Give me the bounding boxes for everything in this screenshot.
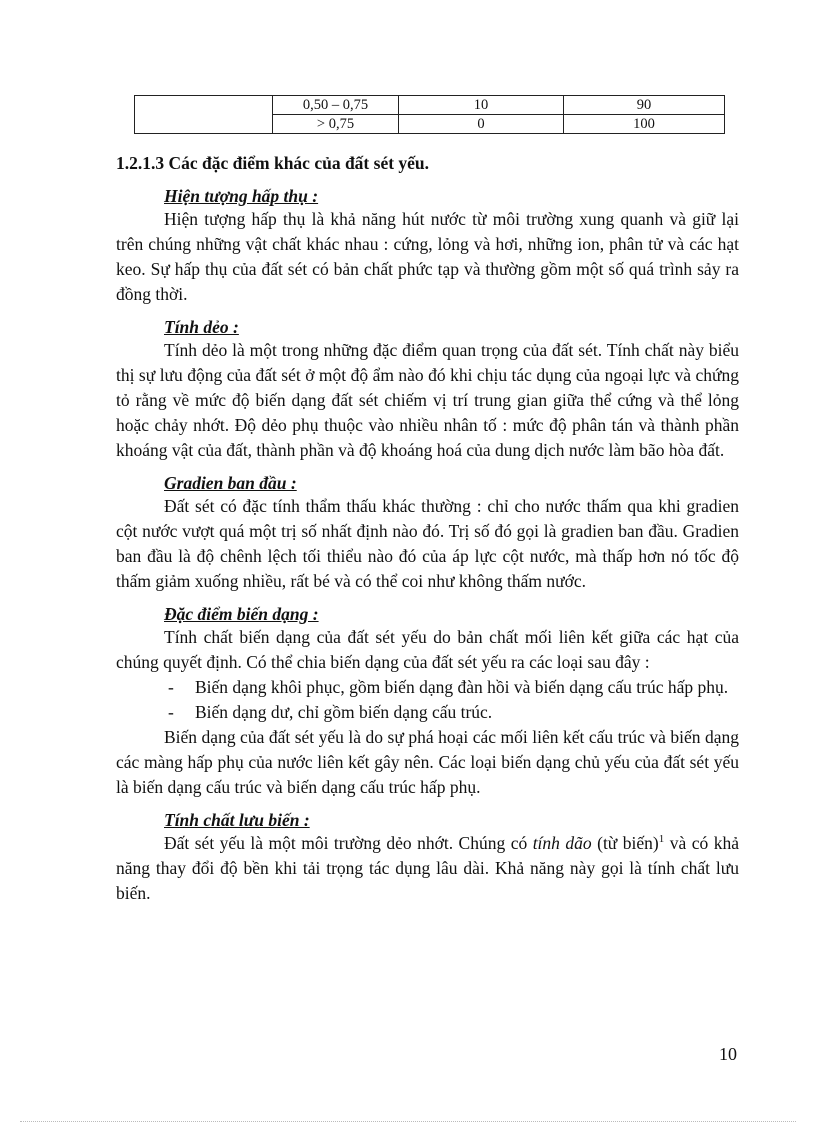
- list-item-text: Biến dạng khôi phục, gồm biến dạng đàn hồi và biến dạng cấu trúc hấp phụ.: [195, 677, 729, 697]
- subheading-absorption: Hiện tượng hấp thụ :: [164, 186, 319, 206]
- deformation-list: [116, 675, 739, 725]
- text-run: (từ biến): [591, 833, 659, 853]
- table-cell: [135, 96, 273, 134]
- paragraph-rheology: [116, 831, 739, 906]
- bullet-dash: -: [168, 702, 174, 722]
- table-cell: 100: [564, 115, 725, 134]
- table-cell: 0: [399, 115, 564, 134]
- subheading-rheology: Tính chất lưu biến :: [164, 810, 310, 830]
- table-cell: 10: [399, 96, 564, 115]
- page-content: [116, 150, 739, 906]
- paragraph-plasticity: Tính dẻo là một trong những đặc điểm quan trọng của đất sét. Tính chất này biểu thị sự lưu động của đất sét ở một độ ẩm nào đó khi chịu tác dụng của ngoại lực và chứng tỏ rằng về mức độ biến dạng đất sét chiếm vị trí trung gian giữa thể cứng và thể lỏng hoặc chảy nhớt. Độ dẻo phụ thuộc vào nhiều nhân tố : mức độ phân tán và thành phần khoáng vật của đất, thành phần và độ khoáng hoá của dung dịch nước làm bão hòa đất.: [116, 340, 739, 460]
- table-cell: 0,50 – 0,75: [273, 96, 399, 115]
- paragraph-absorption: Hiện tượng hấp thụ là khả năng hút nước từ môi trường xung quanh và giữ lại trên chúng những vật chất khác nhau : cứng, lỏng và hơi, những ion, phân tử và các hạt keo. Sự hấp thụ của đất sét có bản chất phức tạp và thường gồm một số quá trình sảy ra đồng thời.: [116, 209, 739, 304]
- section-title: Các đặc điểm khác của đất sét yếu.: [168, 153, 430, 173]
- list-item: [168, 675, 739, 700]
- page-bottom-divider: [20, 1121, 796, 1122]
- list-item-text: Biến dạng dư, chỉ gồm biến dạng cấu trúc.: [195, 702, 493, 722]
- paragraph-deformation-intro: Tính chất biến dạng của đất sét yếu do bản chất mối liên kết giữa các hạt của chúng quyết định. Có thể chia biến dạng của đất sét yếu ra các loại sau đây :: [116, 627, 739, 672]
- paragraph-deformation-cause: Biến dạng của đất sét yếu là do sự phá hoại các mối liên kết cấu trúc và biến dạng các màng hấp phụ của nước liên kết gây nên. Các loại biến dạng chủ yếu của đất sét yếu là biến dạng cấu trúc và biến dạng cấu trúc hấp phụ.: [116, 727, 739, 797]
- subheading-deformation: Đặc điểm biến dạng :: [164, 604, 319, 624]
- table-cell: > 0,75: [273, 115, 399, 134]
- subheading-plasticity: Tính dẻo :: [164, 317, 239, 337]
- text-run: và có khả năng thay đổi độ bền khi tải trọng tác dụng lâu dài. Khả năng này gọi là tính chất lưu biến.: [116, 833, 739, 903]
- bullet-dash: -: [168, 677, 174, 697]
- italic-term: tính dão: [532, 833, 592, 853]
- data-table: [134, 95, 725, 134]
- footnote-mark: 1: [658, 833, 665, 846]
- subheading-initial-gradient: Gradien ban đầu :: [164, 473, 297, 493]
- page-number: 10: [719, 1044, 737, 1064]
- section-number: 1.2.1.3: [116, 153, 165, 173]
- text-run: Đất sét yếu là một môi trường dẻo nhớt. Chúng có: [164, 833, 533, 853]
- list-item: [168, 700, 739, 725]
- table-cell: 90: [564, 96, 725, 115]
- table-row: [135, 96, 725, 115]
- paragraph-initial-gradient: Đất sét có đặc tính thẩm thấu khác thường : chỉ cho nước thấm qua khi gradien cột nước vượt quá một trị số nhất định nào đó. Trị số đó gọi là gradien ban đầu. Gradien ban đầu là độ chênh lệch tối thiểu nào đó của áp lực cột nước, mà thấp hơn nó tốc độ thấm giảm xuống nhiều, rất bé và có thể coi như không thấm nước.: [116, 496, 739, 591]
- section-heading: [116, 150, 739, 176]
